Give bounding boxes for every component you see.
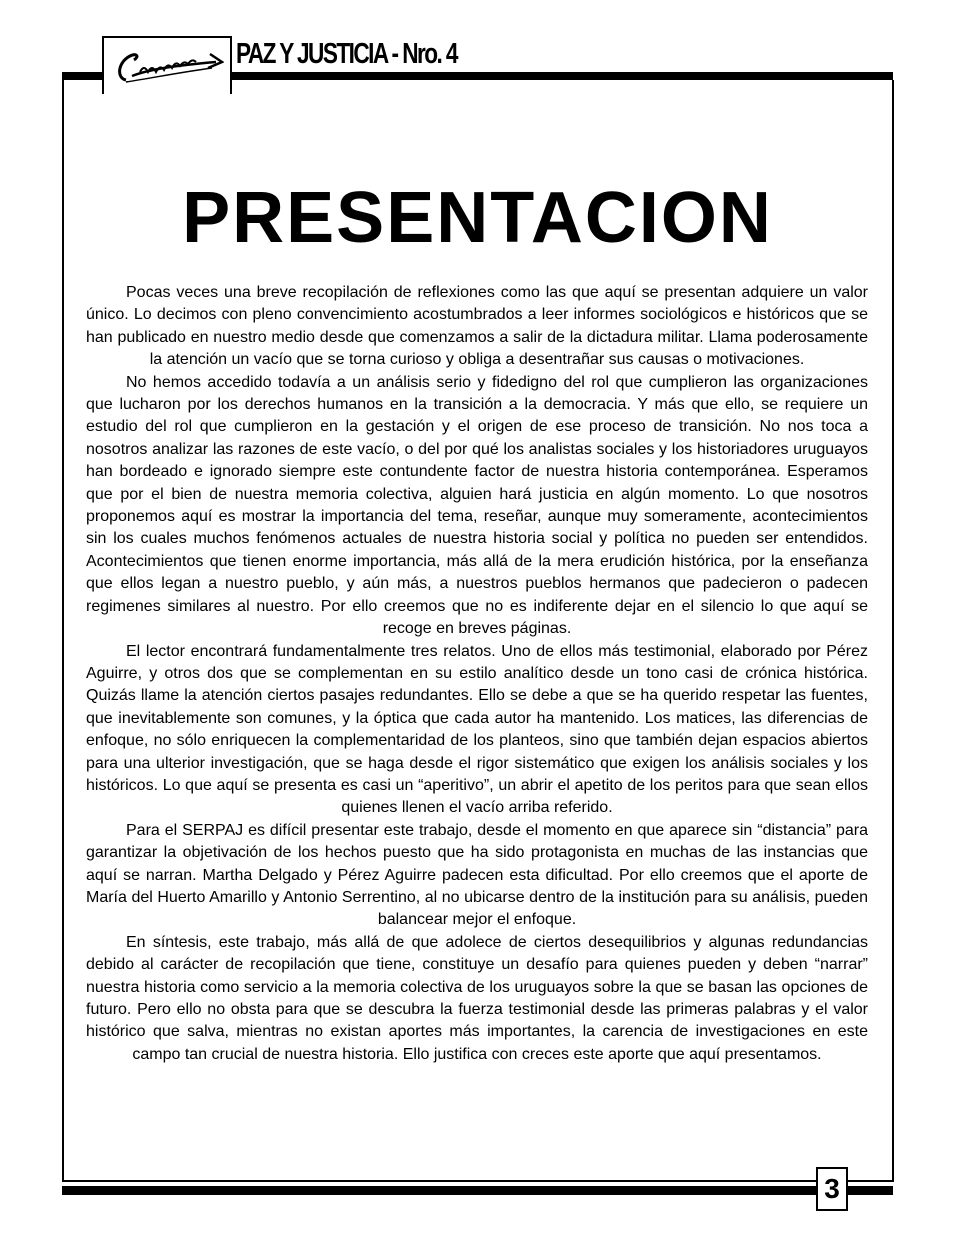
paragraph: No hemos accedido todavía a un análisis serio y fidedigno del rol que cumplieron las organizaciones que lucharon por los derechos humanos en la transición a la democracia. Y más que ello, se requiere un estudio del rol que cumplieron en la gestación y el origen de ese proceso de transición. No nos toca a nosotros analizar las razones de este vacío, o del por qué los analistas sociales y los historiadores uruguayos han bordeado e ignorado siempre este contundente factor de nuestra historia contemporánea. Esperamos que por el bien de nuestra memoria colectiva, alguien hará justicia en algún momento. Lo que nosotros proponemos aquí es mostrar la importancia del tema, reseñar, aunque muy someramente, acontecimientos sin los cuales muchos fenómenos actuales de nuestra historia social y política no pueden ser entendidos. Acontecimientos que tienen enorme importancia, más allá de la mera erudición histórica, por la enseñanza que ellos legan a nuestro pueblo, y aún más, a nuestros pueblos hermanos que padecieron o padecen regimenes similares al nuestro. Por ello creemos que no es indiferente dejar en el silencio lo que aquí se recoge en breves páginas.	[86, 373, 868, 638]
paragraph: El lector encontrará fundamentalmente tres relatos. Uno de ellos más testimonial, elaborado por Pérez Aguirre, y otros dos que se complementan en su estilo analítico desde un tono casi de crónica histórica. Quizás llame la atención ciertos pasajes redundantes. Ello se debe a que se ha querido respetar las fuentes, que inevitablemente son comunes, y la óptica que cada autor ha mantenido. Los matices, las diferencias de enfoque, no sólo enriquecen la complementaridad de los planteos, sino que también dejan espacios abiertos para una ulterior investigación, que se haga desde el rigor sistemático que exigen los análisis sociales y los históricos. Lo que aquí se presenta es casi un “aperitivo”, un abrir el apetito de los peritos para que sean ellos quienes llenen el vacío arriba referido.	[86, 642, 868, 817]
page-number: 3	[816, 1167, 848, 1211]
paragraph: Para el SERPAJ es difícil presentar este trabajo, desde el momento en que aparece sin “distancia” para garantizar la objetivación de los hechos puesto que ha sido protagonista en muchas de las instancias que aquí se narran. Martha Delgado y Pérez Aguirre padecen esta dificultad. Por ello creemos que el aporte de María del Huerto Amarillo y Antonio Serrentino, al no ubicarse dentro de la institución para su análisis, pueden balancear mejor el enfoque.	[86, 821, 868, 929]
page-title: PRESENTACION	[182, 178, 773, 258]
paragraph: Pocas veces una breve recopilación de reflexiones como las que aquí se presentan adquiere un valor único. Lo decimos con pleno convencimiento acostumbrados a leer informes sociológicos e históricos que se han publicado en nuestro medio desde que comenzamos a salir de la dictadura militar. Llama poderosamente la atención un vacío que se torna curioso y obliga a desentrañar sus causas o motivaciones.	[86, 284, 868, 369]
paragraph: En síntesis, este trabajo, más allá de que adolece de ciertos desequilibrios y algunas redundancias debido al carácter de recopilación que tiene, constituye un desafío para quienes pueden y deben “narrar” nuestra historia como servicio a la memoria colectiva de los uruguayos sobre la que se basan las opciones de futuro. Pero ello no obsta para que se descubra la fuerza testimonial desde las primeras palabras y el valor histórico que salva, mientras no existan aportes más importantes, la carencia de investigaciones en este campo tan crucial de nuestra historia. Ello justifica con creces este aporte que aquí presentamos.	[86, 933, 868, 1063]
footer-rule	[62, 1186, 893, 1195]
header-title: PAZ Y JUSTICIA - Nro. 4	[236, 38, 457, 70]
body-text	[86, 282, 868, 1066]
